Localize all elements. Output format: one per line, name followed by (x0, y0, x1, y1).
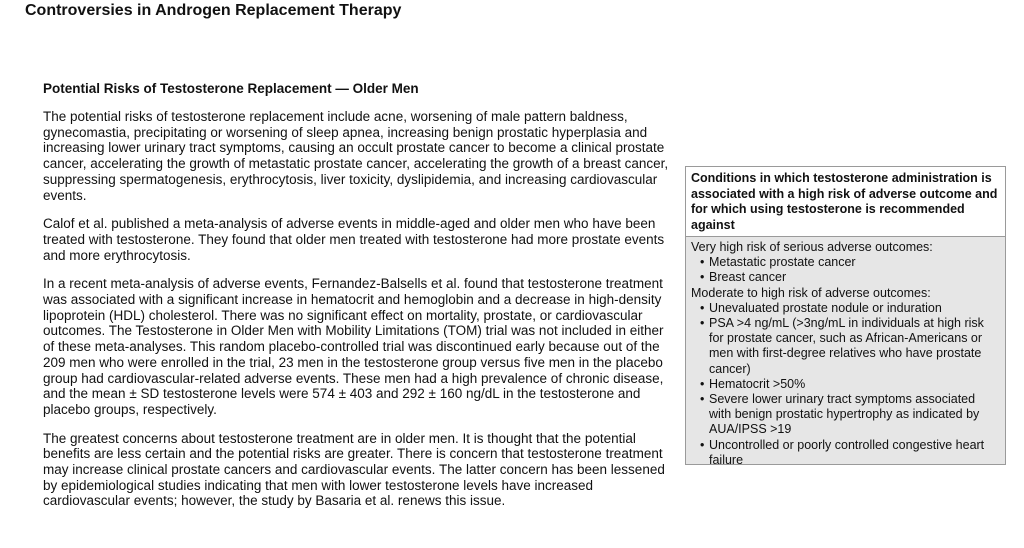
paragraph-fernandez-balsells: In a recent meta-analysis of adverse events, Fernandez-Balsells et al. found that testosterone treatment was associated with a significant increase in hematocrit and hemoglobin and a decrease in high-density lipoprotein (HDL) cholesterol. There was no significant effect on mortality, prostate, or cardiovascular outcomes. The Testosterone in Older Men with Mobility Limitations (TOM) trial was not included in either of these meta-analyses. This random placebo-controlled trial was discontinued early because out of the 209 men who were enrolled in the trial, 23 men in the testosterone group versus five men in the placebo group had cardiovascular-related adverse events. These men had a high prevalence of chronic disease, and the mean ± SD testosterone levels were 574 ± 403 and 292 ± 160 ng/dL in the testosterone and placebo groups, respectively. (43, 276, 664, 417)
bullet-icon: • (700, 255, 705, 270)
group-label-moderate-risk: Moderate to high risk of adverse outcomes: (691, 285, 931, 300)
very-high-risk-list (691, 255, 1000, 285)
paragraph-risks-overview: The potential risks of testosterone replacement include acne, worsening of male pattern baldness, gynecomastia, precipitating or worsening of sleep apnea, increasing benign prostatic hyperplasia and increasing lower urinary tract symptoms, causing an occult prostate cancer to become a clinical prostate cancer, accelerating the growth of metastatic prostate cancer, accelerating the growth of a breast cancer, suppressing spermatogenesis, erythrocytosis, liver toxicity, dyslipidemia, and increasing cardiovascular events. (43, 109, 669, 203)
conditions-sidebox (685, 166, 1006, 465)
list-item-text: Severe lower urinary tract symptoms associated with benign prostatic hypertrophy as indicated by AUA/IPSS >19 (709, 392, 980, 437)
list-item (691, 301, 1000, 316)
bullet-icon: • (700, 300, 705, 315)
section-heading: Potential Risks of Testosterone Replacement — Older Men (43, 81, 419, 96)
main-content (43, 81, 676, 522)
list-item-text: Metastatic prostate cancer (709, 255, 856, 270)
list-item-text: PSA >4 ng/mL (>3ng/mL in individuals at high risk for prostate cancer, such as African-Americans or men with first-degree relatives who have prostate cancer) (709, 316, 984, 376)
page-title: Controversies in Androgen Replacement Therapy (25, 2, 402, 19)
sidebox-header: Conditions in which testosterone administration is associated with a high risk of adverse outcome and for which using testosterone is recommended against (686, 167, 1005, 237)
list-item (691, 392, 1000, 438)
list-item (691, 438, 1000, 468)
bullet-icon: • (700, 316, 705, 331)
list-item (691, 316, 1000, 377)
list-item-text: Breast cancer (709, 270, 787, 285)
paragraph-greatest-concerns: The greatest concerns about testosterone treatment are in older men. It is thought that the potential benefits are less certain and the potential risks are greater. There is concern that testosterone treatment may increase clinical prostate cancers and cardiovascular events. The latter concern has been lessened by epidemiological studies indicating that men with lower testosterone levels have increased cardiovascular events; however, the study by Basaria et al. renews this issue. (43, 430, 665, 509)
paragraph-calof-meta-analysis: Calof et al. published a meta-analysis of adverse events in middle-aged and older men who have been treated with testosterone. They found that older men treated with testosterone had more prostate events and more erythrocytosis. (43, 216, 665, 263)
moderate-risk-list (691, 301, 1000, 468)
list-item (691, 377, 1000, 392)
bullet-icon: • (700, 392, 705, 407)
sidebox-body (686, 237, 1005, 468)
list-item-text: Unevaluated prostate nodule or induration (709, 300, 942, 315)
list-item-text: Hematocrit >50% (709, 376, 806, 391)
group-label-very-high-risk: Very high risk of serious adverse outcomes: (691, 240, 933, 254)
bullet-icon: • (700, 376, 705, 391)
list-item-text: Uncontrolled or poorly controlled congestive heart failure (709, 437, 985, 467)
bullet-icon: • (700, 270, 705, 285)
list-item (691, 270, 1000, 285)
bullet-icon: • (700, 437, 705, 452)
list-item (691, 255, 1000, 270)
